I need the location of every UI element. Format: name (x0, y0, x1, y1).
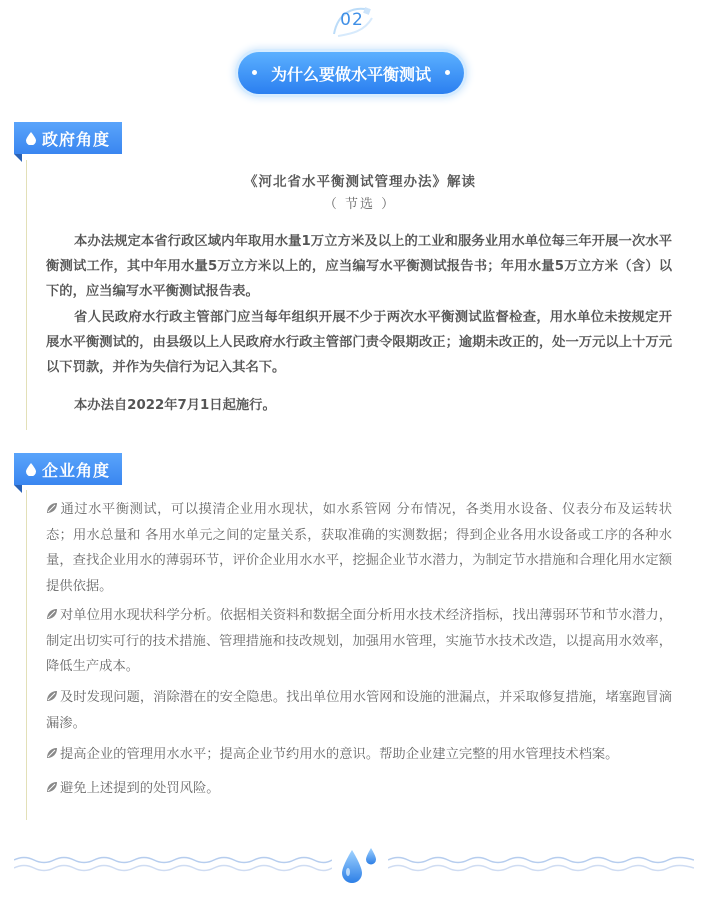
pill-dot-right (445, 70, 450, 75)
ent-section-divider-line (26, 490, 27, 820)
water-drop-icon (24, 462, 38, 476)
section-number: 02 (340, 10, 364, 30)
leaf-bullet-icon (46, 502, 58, 514)
ent-section-title: 企业角度 (42, 460, 111, 480)
ent-item-4-text: 提高企业的管理用水水平；提高企业节约用水的意识。帮助企业建立完整的用水管理技术档案。 (60, 747, 619, 762)
section-number-badge (330, 4, 374, 38)
page-title-pill (238, 52, 464, 94)
ent-item-4 (46, 742, 672, 768)
leaf-bullet-icon (46, 747, 58, 759)
leaf-bullet-icon (46, 690, 58, 702)
footer-wave-right (388, 852, 694, 876)
ent-item-5-text: 避免上述提到的处罚风险。 (60, 781, 220, 796)
ent-item-2 (46, 603, 672, 680)
ent-item-1-text: 通过水平衡测试，可以摸清企业用水现状，如水系管网 分布情况，各类用水设备、仪表分布及运转状态；用水总量和 各用水单元之间的定量关系，获取准确的实测数据；得到企业各用水设备或工序的各种水量，查找企业用水的薄弱环节，评价企业用水水平，挖掘企业节水潜力，为制定节水措施和合理化用水定额提供依据。 (46, 502, 672, 594)
gov-paragraph-3: 本办法自2022年7月1日起施行。 (74, 398, 276, 413)
gov-paragraph-2: 省人民政府水行政主管部门应当每年组织开展不少于两次水平衡测试监督检查，用水单位未按规定开展水平衡测试的，由县级以上人民政府水行政主管部门责令限期改正；逾期未改正的，处一万元以上十万元以下罚款，并作为失信行为记入其名下。 (46, 310, 672, 375)
footer-wave-left (14, 852, 332, 876)
gov-section-tab (14, 122, 122, 154)
leaf-bullet-icon (46, 608, 58, 620)
gov-paragraph-1: 本办法规定本省行政区域内年取用水量1万立方米及以上的工业和服务业用水单位每三年开展一次水平衡测试工作，其中年用水量5万立方米以上的，应当编写水平衡测试报告书；年用水量5万立方米（含）以下的，应当编写水平衡测试报告表。 (46, 234, 672, 299)
leaf-bullet-icon (46, 781, 58, 793)
doc-title: 《河北省水平衡测试管理办法》解读 (244, 174, 476, 190)
page-title: 为什么要做水平衡测试 (270, 64, 431, 84)
gov-tab-fold (14, 154, 22, 162)
ent-item-2-text: 对单位用水现状科学分析。依据相关资料和数据全面分析用水技术经济指标，找出薄弱环节和节水潜力，制定出切实可行的技术措施、管理措施和技改规划，加强用水管理，实施节水技术改造，以提高用水效率，降低生产成本。 (46, 608, 672, 674)
water-drop-icon (24, 131, 38, 145)
ent-section-tab (14, 453, 122, 485)
ent-item-3-text: 及时发现问题，消除潜在的安全隐患。找出单位用水管网和设施的泄漏点，并采取修复措施，堵塞跑冒滴漏渗。 (46, 690, 672, 731)
gov-section-divider-line (26, 160, 27, 430)
ent-item-3 (46, 685, 672, 736)
doc-subtitle: （ 节选 ） (323, 197, 397, 212)
ent-item-1 (46, 497, 672, 599)
ent-item-5 (46, 776, 672, 802)
footer-water-drops-icon (338, 844, 384, 888)
pill-dot-left (252, 70, 257, 75)
gov-section-title: 政府角度 (42, 129, 111, 149)
ent-tab-fold (14, 485, 22, 493)
